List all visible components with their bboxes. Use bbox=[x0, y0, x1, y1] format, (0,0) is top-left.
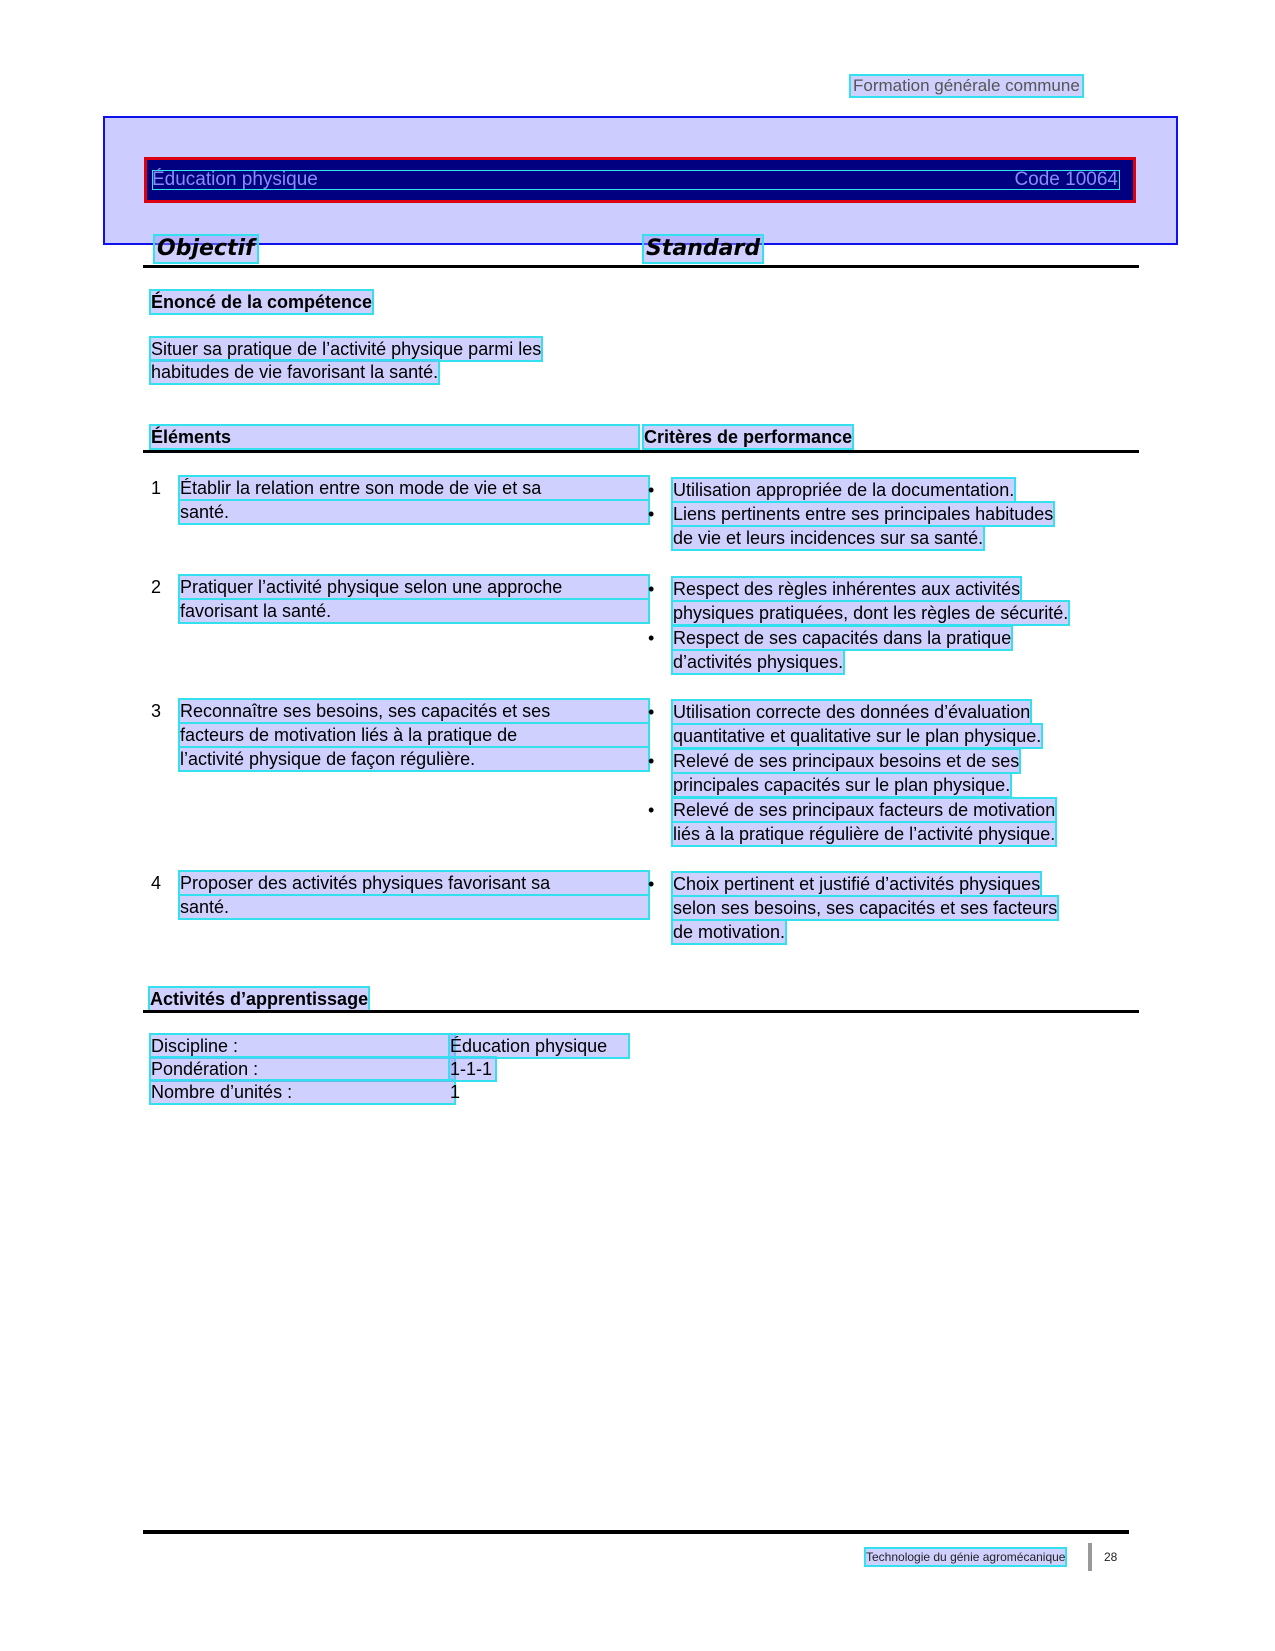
program-label: Formation générale commune bbox=[853, 76, 1080, 95]
bullet-icon: • bbox=[648, 480, 655, 500]
criterion-line: Choix pertinent et justifié d’activités physiques bbox=[673, 874, 1041, 894]
criterion-line: quantitative et qualitative sur le plan physique. bbox=[673, 726, 1042, 746]
bullet-icon: • bbox=[648, 628, 655, 648]
criterion-line: Liens pertinents entre ses principales habitudes bbox=[673, 504, 1054, 524]
activities-heading: Activités d’apprentissage bbox=[150, 989, 369, 1009]
discipline-label: Discipline : bbox=[151, 1035, 454, 1057]
element-text-line: favorisant la santé. bbox=[180, 600, 648, 622]
bullet-icon: • bbox=[648, 702, 655, 722]
standard-heading: Standard bbox=[646, 236, 761, 261]
footer-program-name: Technologie du génie agromécanique bbox=[866, 1550, 1066, 1564]
element-number: 2 bbox=[151, 577, 162, 597]
element-text-line: Pratiquer l’activité physique selon une approche bbox=[180, 576, 648, 598]
element-number: 4 bbox=[151, 873, 162, 893]
units-value: 1 bbox=[450, 1082, 461, 1102]
element-text-line: facteurs de motivation liés à la pratique de bbox=[180, 724, 648, 746]
bullet-icon: • bbox=[648, 579, 655, 599]
competence-text-line: Situer sa pratique de l’activité physique parmi les bbox=[151, 339, 542, 359]
course-code: Code 10064 bbox=[1014, 169, 1118, 190]
criterion-line: physiques pratiquées, dont les règles de sécurité. bbox=[673, 603, 1069, 623]
bullet-icon: • bbox=[648, 800, 655, 820]
divider bbox=[143, 450, 1139, 453]
criterion-line: principales capacités sur le plan physique. bbox=[673, 775, 1011, 795]
footer-divider bbox=[143, 1530, 1129, 1534]
criteria-heading: Critères de performance bbox=[644, 427, 853, 447]
units-label: Nombre d’unités : bbox=[151, 1081, 454, 1103]
elements-heading: Éléments bbox=[151, 426, 638, 448]
divider bbox=[143, 265, 1139, 268]
element-text-line: Reconnaître ses besoins, ses capacités et ses bbox=[180, 700, 648, 722]
competence-heading: Énoncé de la compétence bbox=[151, 292, 373, 312]
criterion-line: Relevé de ses principaux besoins et de ses bbox=[673, 751, 1020, 771]
criterion-line: Utilisation appropriée de la documentation. bbox=[673, 480, 1015, 500]
element-text-line: l’activité physique de façon régulière. bbox=[180, 748, 648, 770]
element-number: 3 bbox=[151, 701, 162, 721]
criterion-line: Relevé de ses principaux facteurs de motivation bbox=[673, 800, 1056, 820]
element-text-line: santé. bbox=[180, 896, 648, 918]
page-number: 28 bbox=[1104, 1550, 1118, 1564]
element-text-line: Proposer des activités physiques favorisant sa bbox=[180, 872, 648, 894]
element-text-line: Établir la relation entre son mode de vie et sa bbox=[180, 477, 648, 499]
footer-separator bbox=[1088, 1543, 1092, 1571]
discipline-value: Éducation physique bbox=[450, 1035, 628, 1057]
criterion-line: Utilisation correcte des données d’évaluation bbox=[673, 702, 1031, 722]
criterion-line: liés à la pratique régulière de l’activité physique. bbox=[673, 824, 1056, 844]
criterion-line: de vie et leurs incidences sur sa santé. bbox=[673, 528, 984, 548]
criterion-line: Respect de ses capacités dans la pratique bbox=[673, 628, 1012, 648]
objective-heading: Objectif bbox=[157, 236, 255, 261]
competence-text-line: habitudes de vie favorisant la santé. bbox=[151, 362, 439, 382]
bullet-icon: • bbox=[648, 751, 655, 771]
criterion-line: Respect des règles inhérentes aux activités bbox=[673, 579, 1021, 599]
bullet-icon: • bbox=[648, 504, 655, 524]
divider bbox=[143, 1010, 1139, 1013]
element-text-line: santé. bbox=[180, 501, 648, 523]
criterion-line: de motivation. bbox=[673, 922, 786, 942]
criterion-line: d’activités physiques. bbox=[673, 652, 844, 672]
course-title: Éducation physique bbox=[152, 169, 318, 190]
bullet-icon: • bbox=[648, 874, 655, 894]
criterion-line: selon ses besoins, ses capacités et ses facteurs bbox=[673, 898, 1058, 918]
element-number: 1 bbox=[151, 478, 162, 498]
weighting-label: Pondération : bbox=[151, 1058, 454, 1080]
weighting-value: 1-1-1 bbox=[450, 1058, 495, 1080]
